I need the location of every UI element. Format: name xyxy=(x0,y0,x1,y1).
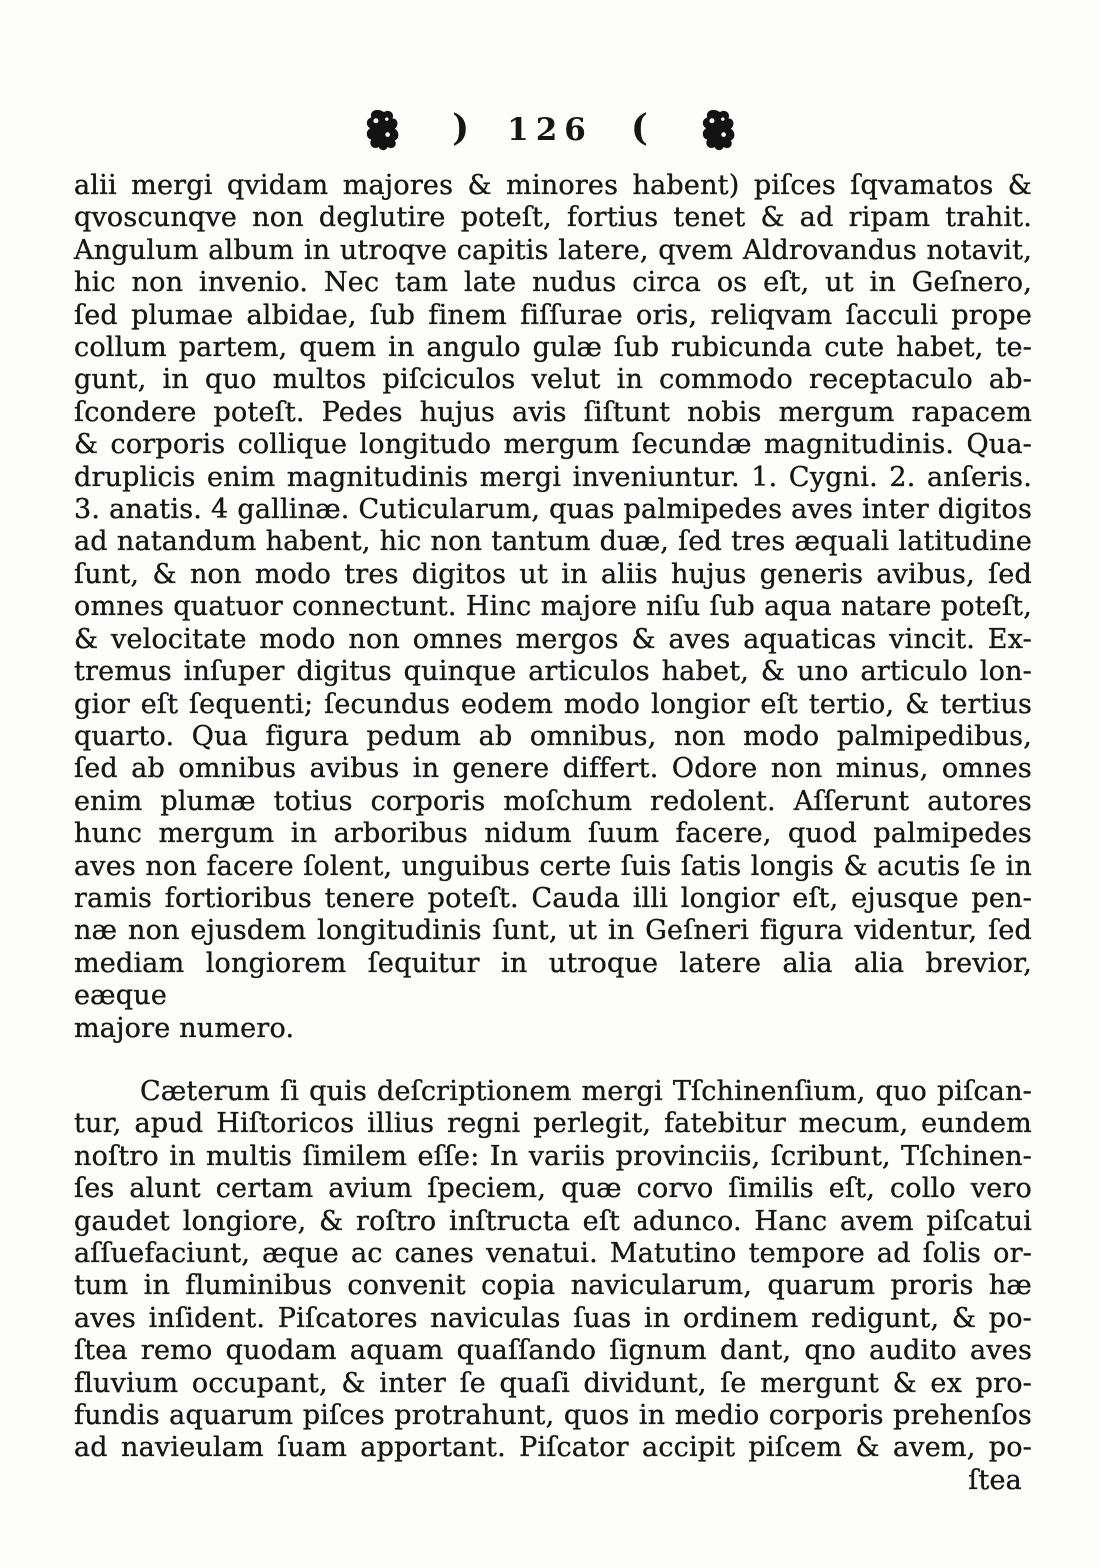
text-line: & velocitate modo non omnes mergos & aves aquaticas vincit. Ex- xyxy=(74,623,1032,655)
text-line: gunt, in quo multos piſciculos velut in commodo receptaculo ab- xyxy=(74,364,1032,396)
text-line: aves inſident. Piſcatores naviculas ſuas in ordinem redigunt, & po- xyxy=(74,1302,1032,1334)
text-line: fundis aquarum piſces protrahunt, quos in medio corporis prehenſos xyxy=(74,1400,1032,1432)
text-line: tremus inſuper digitus quinque articulos habet, & uno articulo lon- xyxy=(74,656,1032,688)
text-line: ſed ab omnibus avibus in genere differt. Odore non minus, omnes xyxy=(74,753,1032,785)
text-line: ad navieulam ſuam apportant. Piſcator accipit piſcem & avem, po- xyxy=(74,1432,1032,1464)
header-bracket-open: ) xyxy=(452,107,470,149)
text-line: gaudet longiore, & roſtro inſtructa eſt adunco. Hanc avem piſcatui xyxy=(74,1205,1032,1237)
paragraph-2 xyxy=(74,1076,1032,1465)
text-line: tum in fluminibus convenit copia navicularum, quarum proris hæ xyxy=(74,1270,1032,1302)
text-line: hunc mergum in arboribus nidum ſuum facere, quod palmipedes xyxy=(74,818,1032,850)
text-line: ſunt, & non modo tres digitos ut in aliis hujus generis avibus, ſed xyxy=(74,558,1032,590)
text-line: fluvium occupant, & inter ſe quaſi dividunt, ſe mergunt & ex pro- xyxy=(74,1367,1032,1399)
text-line: mediam longiorem ſequitur in utroque latere alia alia brevior, eæque xyxy=(74,947,1032,1012)
text-line: ſes alunt certam avium ſpeciem, quæ corvo ſimilis eſt, collo vero xyxy=(74,1173,1032,1205)
text-line: Cæterum ſi quis deſcriptionem mergi Tſchinenſium, quo piſcan- xyxy=(140,1075,1032,1107)
text-line: quarto. Qua figura pedum ab omnibus, non modo palmipedibus, xyxy=(74,720,1032,752)
text-line: gior eſt ſequenti; ſecundus eodem modo longior eſt tertio, & tertius xyxy=(74,688,1032,720)
text-line: ramis fortioribus tenere poteſt. Cauda illi longior eſt, ejusque pen- xyxy=(74,882,1032,914)
text-line: omnes quatuor connectunt. Hinc majore niſu ſub aqua natare poteſt, xyxy=(74,591,1032,623)
text-line: majore numero. xyxy=(74,1012,295,1044)
text-line: qvoscunqve non deglutire poteſt, fortius tenet & ad ripam trahit. xyxy=(74,202,1032,234)
text-line: næ non ejusdem longitudinis ſunt, ut in Geſneri figura videntur, ſed xyxy=(74,915,1032,947)
text-line: collum partem, quem in angulo gulæ ſub rubicunda cute habet, te- xyxy=(74,332,1032,364)
text-line: ad natandum habent, hic non tantum duæ, ſed tres æquali latitudine xyxy=(74,526,1032,558)
text-line: aſſuefaciunt, æque ac canes venatui. Matutino tempore ad ſolis or- xyxy=(74,1238,1032,1269)
text-line: druplicis enim magnitudinis mergi inveniuntur. 1. Cygni. 2. anſeris. xyxy=(74,461,1032,493)
fleuron-icon xyxy=(700,109,736,151)
text-line: enim plumæ totius corporis moſchum redolent. Aſſerunt autores xyxy=(74,785,1032,817)
page-number: 126 xyxy=(507,111,593,148)
page-header xyxy=(0,104,1100,156)
catchword: ſtea xyxy=(968,1464,1022,1496)
text-line: aves non facere ſolent, unguibus certe ſuis ſatis longis & acutis ſe in xyxy=(74,850,1032,882)
paragraph-1 xyxy=(74,170,1032,1045)
page-body xyxy=(0,156,1100,1497)
text-line: & corporis collique longitudo mergum ſecundæ magnitudinis. Qua- xyxy=(74,429,1032,461)
text-line: tur, apud Hiſtoricos illius regni perlegit, fatebitur mecum, eundem xyxy=(74,1108,1032,1140)
text-line: ſed plumae albidae, ſub finem fiſſurae oris, reliqvam ſacculi prope xyxy=(74,299,1032,331)
text-line: Angulum album in utroqve capitis latere, qvem Aldrovandus notavit, xyxy=(74,234,1032,266)
header-bracket-close: ( xyxy=(630,107,648,149)
text-line: 3. anatis. 4 gallinæ. Cuticularum, quas palmipedes aves inter digitos xyxy=(74,494,1032,526)
fleuron-icon xyxy=(364,109,400,151)
text-line: ſtea remo quodam aquam quaſſando ſignum dant, qno audito aves xyxy=(74,1335,1032,1367)
text-line: noſtro in multis ſimilem eſſe: In variis provinciis, ſcribunt, Tſchinen- xyxy=(74,1140,1032,1172)
text-line: alii mergi qvidam majores & minores habent) piſces ſqvamatos & xyxy=(74,170,1032,201)
text-line: ſcondere poteſt. Pedes hujus avis ſiſtunt nobis mergum rapacem xyxy=(74,396,1032,428)
text-line: hic non invenio. Nec tam late nudus circa os eſt, ut in Geſnero, xyxy=(74,267,1032,299)
